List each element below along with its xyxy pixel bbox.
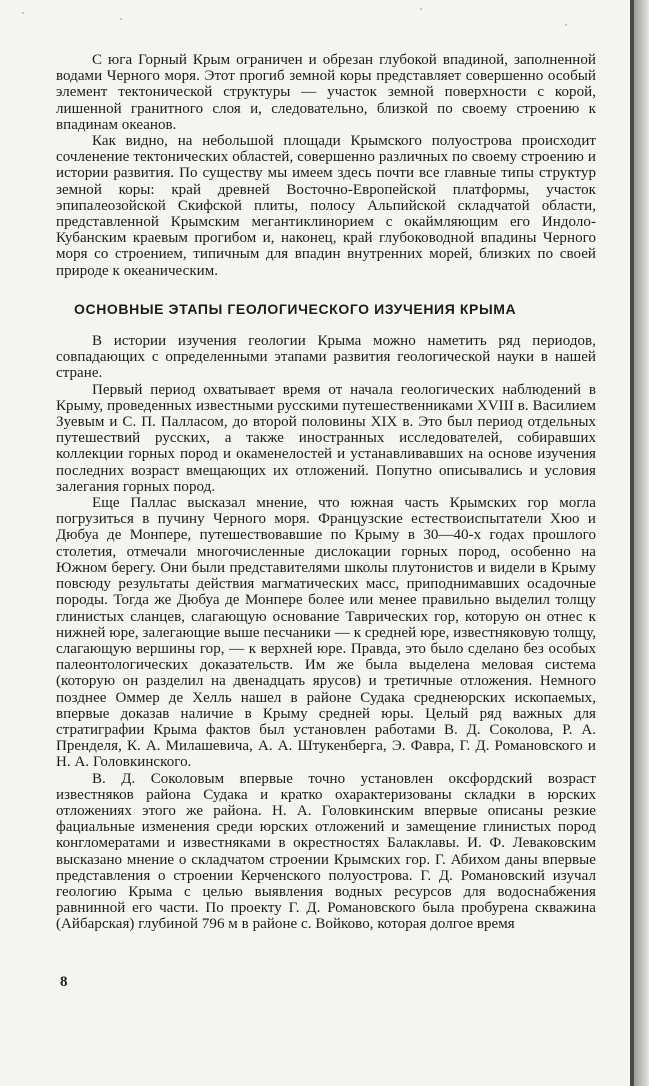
scan-speckle [420,8,422,10]
page-number: 8 [60,974,68,990]
spine-shadow [634,0,649,1086]
paragraph: В. Д. Соколовым впервые точно установлен оксфордский возраст известняков района Судака и кратко охарактеризованы складки в юрских отложениях этого же района. Н. А. Головкинским впервые описаны резкие фациальные изменения среди юрских отложений и замещение глинистых пород конгломератами и известняками в окрестностях Балаклавы. И. Ф. Леваковским высказано мнение о складчатом строении Крымских гор. Г. Абихом даны впервые представления о строении Керченского полуострова. Г. Д. Романовский изучал геологию Крыма с целью выявления водных ресурсов для водоснабжения равнинной его части. По проекту Г. Д. Романовского была пробурена скважина (Айбарская) глубиной 796 м в районе с. Войково, которая долгое время [56,770,596,933]
paragraph: С юга Горный Крым ограничен и обрезан глубокой впадиной, заполненной водами Черного моря. Этот прогиб земной коры представляет совершенно особый элемент тектонической структуры — участок земной поверхности с корой, лишенной гранитного слоя и, следовательно, близкой по своему строению к впадинам океанов. [56,52,596,133]
scan-speckle [22,12,24,14]
paragraph: В истории изучения геологии Крыма можно наметить ряд периодов, совпадающих с определенными этапами развития геологической науки в нашей стране. [56,333,596,382]
section-heading: ОСНОВНЫЕ ЭТАПЫ ГЕОЛОГИЧЕСКОГО ИЗУЧЕНИЯ КРЫМА [74,300,517,317]
paragraph: Первый период охватывает время от начала геологических наблюдений в Крыму, проведенных известными русскими путешественниками XVIII в. Василием Зуевым и С. П. Палласом, до второй половины XIX в. Это был период отдельных путешествий русских, а также иностранных исследователей, собиравших коллекции горных пород и окаменелостей и устанавливавших на основе изучения последних возраст вмещающих их отложений. Попутно описывались и условия залегания горных пород. [56,381,596,495]
scan-speckle [565,24,567,26]
paragraph: Еще Паллас высказал мнение, что южная часть Крымских гор могла погрузиться в пучину Черного моря. Французские естествоиспытатели Хюо и Дюбуа де Монпере, путешествовавшие по Крыму в 30—40-х годах прошлого столетия, отмечали многочисленные дислокации горных пород, особенно на Южном берегу. Они были представителями школы плутонистов и видели в Крыму повсюду результаты действия магматических масс, приподнимавших осадочные породы. Тогда же Дюбуа де Монпере более или менее правильно выделил толщу глинистых сланцев, слагающую основание Таврических гор, которую он отнес к нижней юре, залегающие выше песчаники — к средней юре, известняковую толщу, слагающую вершины гор, — к верхней юре. Правда, это было сделано без особых палеонтологических доказательств. Им же была выделена меловая система (которую он разделил на двенадцать ярусов) и третичные отложения. Немного позднее Оммер де Хелль нашел в районе Судака среднеюрских ископаемых, впервые доказав наличие в Крыму средней юры. Целый ряд важных для стратиграфии Крыма фактов был установлен работами В. Д. Соколова, Р. А. Пренделя, К. А. Милашевича, А. А. Штукенберга, Э. Фавра, Г. Д. Романовского и Н. А. Головкинского. [56,495,596,771]
body-text [56,52,596,933]
scan-speckle [120,18,122,20]
paragraph: Как видно, на небольшой площади Крымского полуострова происходит сочленение тектонических областей, совершенно различных по своему строению и истории развития. По существу мы имеем здесь почти все главные типы структур земной коры: край древней Восточно-Европейской платформы, участок эпипалеозойской Скифской плиты, полосу Альпийской складчатой области, представленной Крымским мегантиклинорием с окаймляющим его Индоло-Кубанским краевым прогибом и, наконец, край глубоководной впадины Черного моря со строением, типичным для впадин внутренних морей, близких по своей природе к океаническим. [56,133,596,279]
